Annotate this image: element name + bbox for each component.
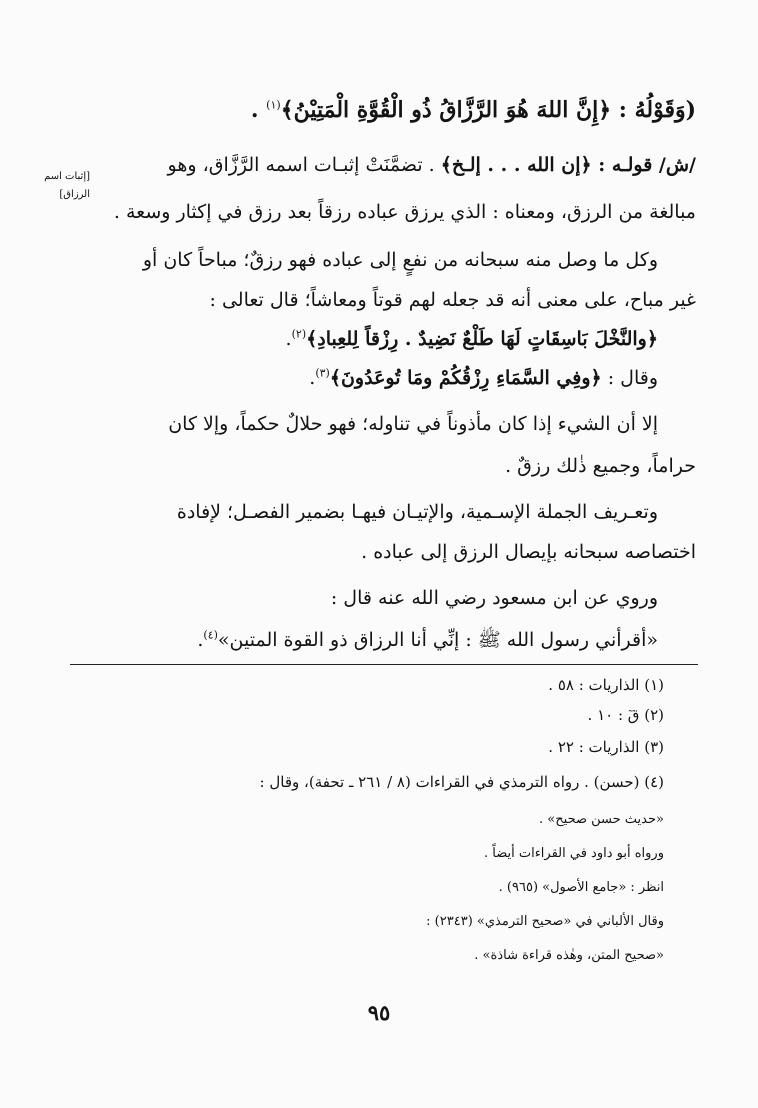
body-line-1: /ش/ قولـه : ﴿إن الله . . . إلـخ﴾ . تضمَّنَتْ إثبـات اسمه الرَّزَّاق، وهو [167,154,696,176]
quran-verse: ﴿والنَّخْلَ بَاسِقَاتٍ لَهَا طَلْعٌ نَضِيدٌ . رِزْقاً لِلعِبادِ﴾ [306,328,658,350]
footnote-4-line-5: وقال الألباني في «صحيح الترمذي» (٢٣٤٣) : [426,914,664,929]
footnote-1: (١) الذاريات : ٥٨ . [548,676,664,694]
footnote-ref-3: (٣) [315,366,330,380]
footnote-ref-4: (٤) [203,628,218,642]
body-line-5: ﴿والنَّخْلَ بَاسِقَاتٍ لَهَا طَلْعٌ نَضِيدٌ . رِزْقاً لِلعِبادِ﴾$^{(٢)}$. [285,327,658,350]
footnote-4-line-6: «صحيح المتن، وهٰذه قراءة شاذة» . [474,948,664,963]
body-line-8: حراماً، وجميع ذٰلك رزقٌ . [505,455,696,477]
footnote-3: (٣) الذاريات : ٢٢ . [548,738,664,756]
body-line-4: غير مباح، على معنى أنه قد جعله لهم قوتاً ومعاشاً؛ قال تعالى : [209,289,696,311]
footnote-4-line-2: «حديث حسن صحيح» . [539,812,664,827]
footnote-ref-1: (١) [266,98,281,112]
footnote-ref-2: (٢) [291,327,307,341]
page-number: ٩٥ [367,1000,391,1025]
body-line-2: مبالغة من الرزق، ومعناه : الذي يرزق عباده رزقاً بعد رزق في إكثار وسعة . [113,201,696,223]
footnote-4-line-4: انظر : «جامع الأصول» (٩٦٥) . [498,880,664,895]
footnote-4: (٤) (حسن) . رواه الترمذي في القراءات (٨ / ٢٦١ ـ تحفة)، وقال : [259,773,664,791]
body-line-6: وقال : ﴿وفِي السَّمَاءِ رِزْقُكُمْ ومَا تُوعَدُونَ﴾$^{(٣)}$. [309,366,658,389]
body-line-12: «أقرأني رسول الله ﷺ : إنِّي أنا الرزاق ذو القوة المتين»$^{(٤)}$. [197,628,658,651]
footnote-divider [70,664,698,665]
body-line-11: وروي عن ابن مسعود رضي الله عنه قال : [330,587,658,609]
quran-quote: ﴿إن الله . . . إلـخ﴾ [440,154,592,176]
footnote-4-line-3: ورواه أبو داود في القراءات أيضاً . [483,846,664,861]
quran-verse: ﴿إِنَّ اللهَ هُوَ الرَّزَّاقُ ذُو الْقُوَّةِ الْمَتِيْنُ﴾ [280,97,612,123]
body-line-9: وتعـريف الجملة الإسـمية، والإتيـان فيهـا بضمير الفصـل؛ لإفادة [176,501,658,523]
body-line-7: إلا أن الشيء إذا كان مأذوناً في تناوله؛ فهو حلالٌ حكماً، وإلا كان [168,413,658,435]
quran-verse: ﴿وفِي السَّمَاءِ رِزْقُكُمْ ومَا تُوعَدُونَ﴾ [329,367,602,389]
footnote-2: (٢) قٓ : ١٠ . [587,706,664,724]
body-line-10: اختصاصه سبحانه بإيصال الرزق إلى عباده . [361,541,696,563]
margin-note: [إثبات اسم الرزاق] [44,171,90,200]
section-heading: (وَقَوْلُهُ : ﴿إِنَّ اللهَ هُوَ الرَّزَّاقُ ذُو الْقُوَّةِ الْمَتِيْنُ﴾$^{(١)}$ . [250,97,696,123]
body-line-3: وكل ما وصل منه سبحانه من نفعٍ إلى عباده فهو رزقٌ؛ مباحاً كان أو [142,249,658,271]
